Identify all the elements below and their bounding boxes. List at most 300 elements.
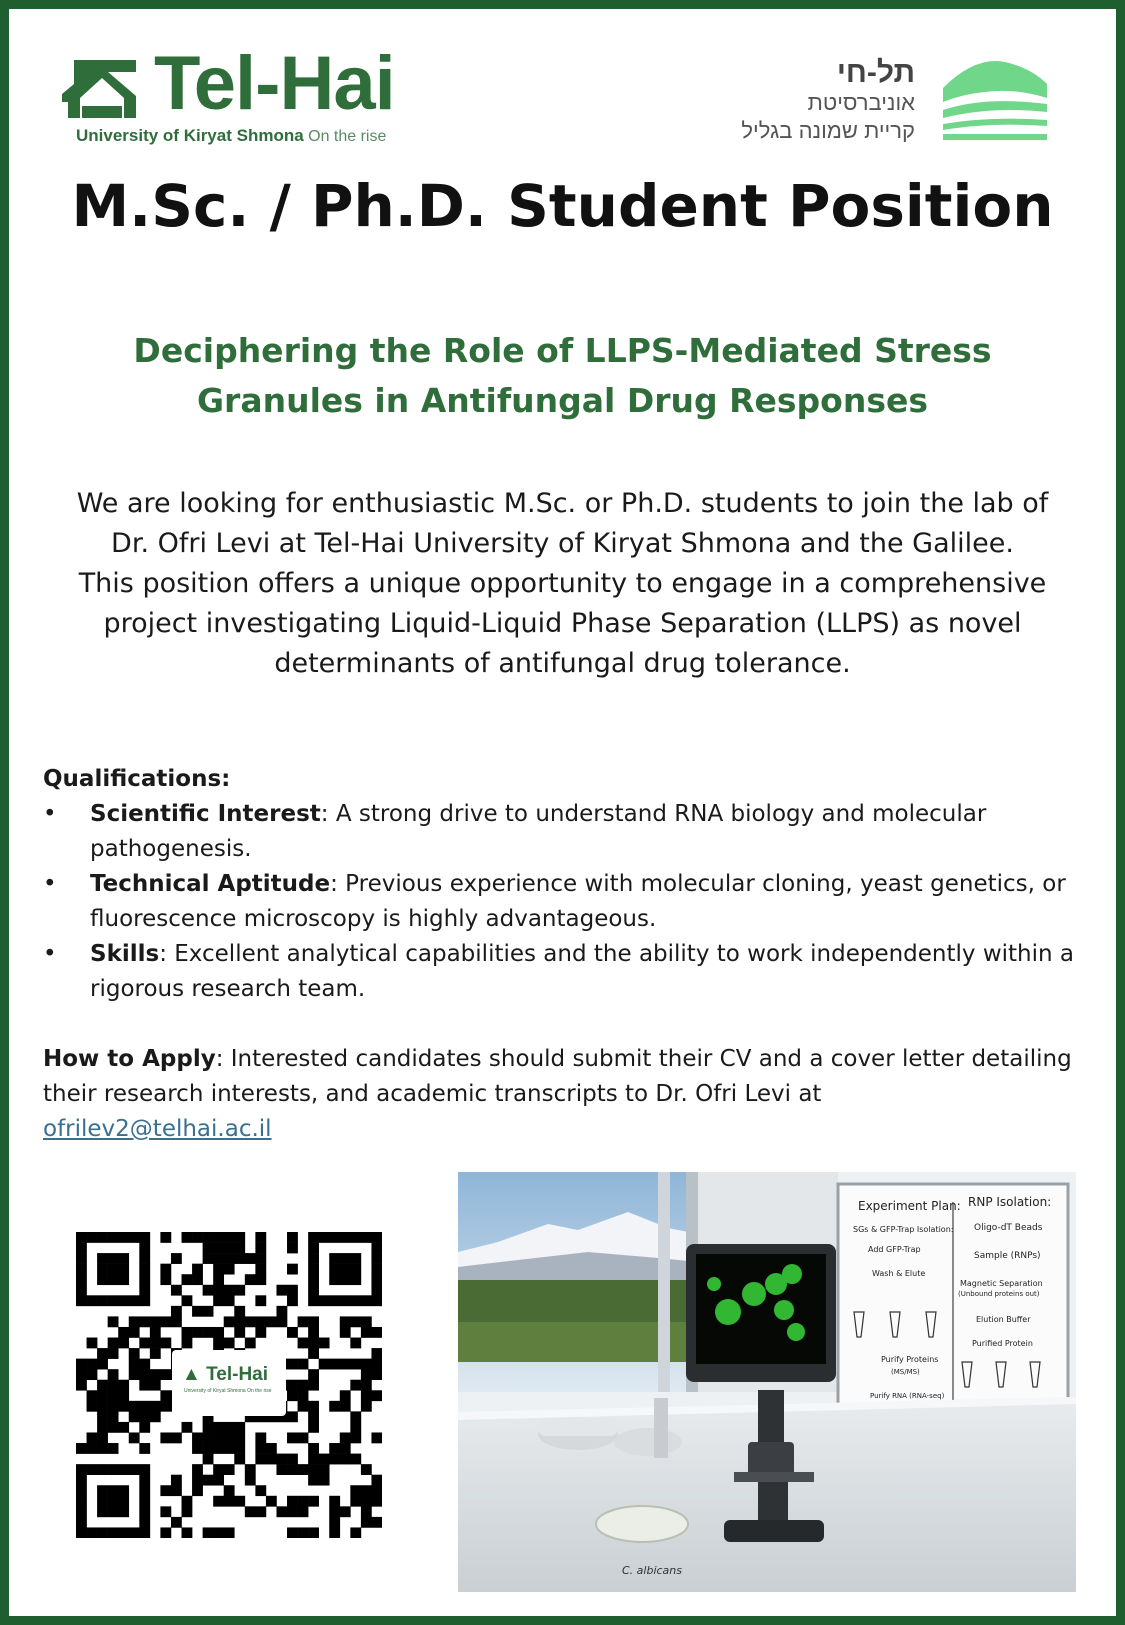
qr-module bbox=[97, 1401, 108, 1412]
qr-module bbox=[371, 1348, 382, 1359]
qr-module bbox=[118, 1390, 129, 1401]
qr-module bbox=[298, 1390, 309, 1401]
qr-module bbox=[97, 1411, 108, 1422]
qr-module bbox=[224, 1485, 235, 1496]
qr-module bbox=[298, 1316, 309, 1327]
qr-module bbox=[129, 1464, 140, 1475]
qr-module bbox=[361, 1327, 372, 1338]
qr-module bbox=[329, 1443, 340, 1454]
hebrew-logo bbox=[725, 52, 1055, 152]
qr-module bbox=[245, 1274, 256, 1285]
qr-module bbox=[255, 1432, 266, 1443]
hebrew-logo-line1: תל-חי bbox=[836, 56, 915, 89]
qr-module bbox=[97, 1380, 108, 1391]
qr-module bbox=[97, 1264, 108, 1275]
qr-module bbox=[340, 1390, 351, 1401]
qr-module bbox=[118, 1253, 129, 1264]
qr-module bbox=[182, 1527, 193, 1538]
qr-module bbox=[350, 1380, 361, 1391]
qr-module bbox=[139, 1369, 150, 1380]
qr-module bbox=[97, 1485, 108, 1496]
qr-module bbox=[287, 1506, 298, 1517]
qualifications-section bbox=[43, 762, 1093, 1007]
qr-module bbox=[118, 1295, 129, 1306]
page-title: M.Sc. / Ph.D. Student Position bbox=[71, 172, 1054, 240]
qr-module bbox=[160, 1316, 171, 1327]
qr-module bbox=[287, 1464, 298, 1475]
qr-module bbox=[97, 1274, 108, 1285]
qr-module bbox=[76, 1496, 87, 1507]
qr-module bbox=[139, 1359, 150, 1370]
qr-module bbox=[108, 1443, 119, 1454]
qr-module bbox=[160, 1390, 171, 1401]
qr-module bbox=[319, 1295, 330, 1306]
qr-module bbox=[129, 1348, 140, 1359]
qr-module bbox=[129, 1232, 140, 1243]
qr-module bbox=[97, 1359, 108, 1370]
qr-module bbox=[150, 1348, 161, 1359]
qr-module bbox=[350, 1496, 361, 1507]
qr-module bbox=[108, 1264, 119, 1275]
qr-module bbox=[76, 1464, 87, 1475]
qr-module bbox=[87, 1369, 98, 1380]
qr-module bbox=[371, 1295, 382, 1306]
qr-module bbox=[298, 1380, 309, 1391]
qr-module bbox=[308, 1422, 319, 1433]
qr-module bbox=[76, 1232, 87, 1243]
qr-module bbox=[139, 1527, 150, 1538]
qr-module bbox=[308, 1369, 319, 1380]
qr-module bbox=[340, 1401, 351, 1412]
qr-module bbox=[224, 1285, 235, 1296]
qr-module bbox=[139, 1517, 150, 1528]
qualifications-list bbox=[43, 797, 1093, 1007]
qr-module bbox=[298, 1401, 309, 1412]
qr-module bbox=[87, 1359, 98, 1370]
qr-module bbox=[118, 1527, 129, 1538]
qr-module bbox=[319, 1475, 330, 1486]
qr-module bbox=[182, 1496, 193, 1507]
qr-module bbox=[139, 1274, 150, 1285]
qr-module bbox=[308, 1411, 319, 1422]
qr-module bbox=[287, 1390, 298, 1401]
qr-module bbox=[350, 1295, 361, 1306]
hebrew-logo-text bbox=[741, 56, 915, 144]
qr-module bbox=[108, 1422, 119, 1433]
qr-module bbox=[276, 1316, 287, 1327]
qr-module bbox=[108, 1316, 119, 1327]
qr-module bbox=[308, 1295, 319, 1306]
qr-module bbox=[87, 1295, 98, 1306]
qr-module bbox=[319, 1464, 330, 1475]
board-right-line: Purified Protein bbox=[972, 1339, 1033, 1348]
qr-module bbox=[76, 1295, 87, 1306]
intro-paragraph bbox=[40, 484, 1085, 684]
qr-module bbox=[139, 1264, 150, 1275]
board-left-line: Wash & Elute bbox=[872, 1269, 926, 1278]
qr-module bbox=[213, 1285, 224, 1296]
qr-module bbox=[276, 1306, 287, 1317]
qr-module bbox=[192, 1306, 203, 1317]
qr-module bbox=[350, 1422, 361, 1433]
qr-module bbox=[298, 1496, 309, 1507]
qr-module bbox=[319, 1338, 330, 1349]
qr-module bbox=[234, 1496, 245, 1507]
how-to-apply bbox=[43, 1042, 1093, 1147]
qr-module bbox=[298, 1432, 309, 1443]
qr-module bbox=[308, 1338, 319, 1349]
board-right-title: RNP Isolation: bbox=[968, 1195, 1052, 1209]
qualifications-heading: Qualifications: bbox=[43, 766, 231, 792]
qr-module bbox=[266, 1496, 277, 1507]
qr-module bbox=[150, 1338, 161, 1349]
qr-module bbox=[192, 1274, 203, 1285]
qr-module bbox=[108, 1380, 119, 1391]
qr-module bbox=[171, 1432, 182, 1443]
qr-module bbox=[139, 1485, 150, 1496]
qr-module bbox=[108, 1506, 119, 1517]
qr-module bbox=[139, 1506, 150, 1517]
qr-module bbox=[192, 1264, 203, 1275]
qr-module bbox=[255, 1454, 266, 1465]
qr-center-logo bbox=[172, 1350, 286, 1416]
qr-module bbox=[150, 1316, 161, 1327]
qr-module bbox=[308, 1285, 319, 1296]
intro-line: determinants of antifungal drug tolerance. bbox=[274, 648, 851, 679]
qr-module bbox=[329, 1454, 340, 1465]
qr-module bbox=[139, 1496, 150, 1507]
qr-module bbox=[118, 1380, 129, 1391]
qr-module bbox=[129, 1327, 140, 1338]
qr-module bbox=[76, 1285, 87, 1296]
qr-module bbox=[224, 1443, 235, 1454]
qr-module bbox=[118, 1485, 129, 1496]
qr-module bbox=[108, 1369, 119, 1380]
project-title bbox=[80, 326, 1045, 426]
qr-module bbox=[118, 1422, 129, 1433]
qr-module bbox=[108, 1338, 119, 1349]
qr-module bbox=[203, 1527, 214, 1538]
qr-module bbox=[118, 1496, 129, 1507]
qr-module bbox=[329, 1232, 340, 1243]
qr-module bbox=[97, 1527, 108, 1538]
qr-module bbox=[308, 1253, 319, 1264]
qr-module bbox=[298, 1338, 309, 1349]
qr-module bbox=[160, 1338, 171, 1349]
qr-module bbox=[203, 1232, 214, 1243]
qr-module bbox=[76, 1380, 87, 1391]
qr-module bbox=[108, 1232, 119, 1243]
qr-module bbox=[245, 1316, 256, 1327]
qr-module bbox=[139, 1243, 150, 1254]
qualification-text: : A strong drive to understand RNA biology and molecular pathogenesis. bbox=[90, 801, 987, 862]
qr-module bbox=[139, 1285, 150, 1296]
qr-module bbox=[139, 1253, 150, 1264]
qr-module bbox=[87, 1390, 98, 1401]
qr-module bbox=[234, 1432, 245, 1443]
qr-code[interactable] bbox=[76, 1232, 382, 1538]
qr-module bbox=[234, 1285, 245, 1296]
board-left-line: Purify Proteins bbox=[881, 1355, 939, 1364]
qr-module bbox=[361, 1380, 372, 1391]
qr-module bbox=[118, 1232, 129, 1243]
qr-module bbox=[340, 1506, 351, 1517]
qr-module bbox=[76, 1274, 87, 1285]
qr-module bbox=[192, 1232, 203, 1243]
qr-module bbox=[213, 1327, 224, 1338]
qr-module bbox=[139, 1295, 150, 1306]
qr-module bbox=[129, 1359, 140, 1370]
qr-module bbox=[371, 1243, 382, 1254]
qr-module bbox=[308, 1274, 319, 1285]
qr-module bbox=[160, 1274, 171, 1285]
qr-module bbox=[245, 1338, 256, 1349]
qr-module bbox=[213, 1264, 224, 1275]
qr-module bbox=[182, 1422, 193, 1433]
qr-module bbox=[361, 1506, 372, 1517]
qr-module bbox=[97, 1232, 108, 1243]
qualification-text: : Excellent analytical capabilities and the ability to work independently within a rigorous research team. bbox=[90, 941, 1074, 1002]
qr-module bbox=[287, 1232, 298, 1243]
qr-module bbox=[350, 1359, 361, 1370]
qr-module bbox=[150, 1327, 161, 1338]
qr-module bbox=[255, 1295, 266, 1306]
qr-module bbox=[234, 1253, 245, 1264]
qr-module bbox=[129, 1411, 140, 1422]
qr-module bbox=[308, 1264, 319, 1275]
qr-module bbox=[361, 1369, 372, 1380]
qualification-term: Technical Aptitude bbox=[90, 871, 331, 897]
qr-module bbox=[203, 1443, 214, 1454]
qr-module bbox=[340, 1443, 351, 1454]
qr-module bbox=[76, 1517, 87, 1528]
qr-module bbox=[350, 1338, 361, 1349]
qr-module bbox=[108, 1464, 119, 1475]
qr-module bbox=[108, 1496, 119, 1507]
logo-name: Tel-Hai bbox=[154, 41, 395, 126]
qr-module bbox=[118, 1274, 129, 1285]
qr-module bbox=[139, 1401, 150, 1412]
qr-module bbox=[118, 1506, 129, 1517]
qr-module bbox=[224, 1496, 235, 1507]
qr-module bbox=[287, 1454, 298, 1465]
bullet-icon: • bbox=[43, 801, 57, 827]
qr-module bbox=[266, 1454, 277, 1465]
qr-module bbox=[203, 1327, 214, 1338]
intro-line: This position offers a unique opportunity to engage in a comprehensive bbox=[78, 568, 1047, 599]
qr-module bbox=[182, 1327, 193, 1338]
qr-module bbox=[350, 1316, 361, 1327]
qr-module bbox=[97, 1506, 108, 1517]
qr-module bbox=[171, 1253, 182, 1264]
qr-module bbox=[308, 1454, 319, 1465]
qr-module bbox=[203, 1475, 214, 1486]
qr-module bbox=[255, 1506, 266, 1517]
project-title-line1: Deciphering the Role of LLPS-Mediated Stress bbox=[133, 331, 992, 370]
qr-module bbox=[287, 1327, 298, 1338]
qr-module bbox=[139, 1475, 150, 1486]
qr-module bbox=[213, 1422, 224, 1433]
qr-module bbox=[298, 1464, 309, 1475]
qr-module bbox=[129, 1401, 140, 1412]
qr-module bbox=[350, 1253, 361, 1264]
qr-module bbox=[361, 1485, 372, 1496]
qr-module bbox=[150, 1380, 161, 1391]
qr-module bbox=[97, 1348, 108, 1359]
qr-module bbox=[97, 1496, 108, 1507]
qr-module bbox=[234, 1232, 245, 1243]
board-right-line: (Unbound proteins out) bbox=[958, 1290, 1040, 1298]
qr-module bbox=[76, 1443, 87, 1454]
qr-module bbox=[298, 1527, 309, 1538]
qr-module bbox=[160, 1506, 171, 1517]
intro-line: We are looking for enthusiastic M.Sc. or Ph.D. students to join the lab of bbox=[76, 488, 1049, 519]
qr-module bbox=[287, 1527, 298, 1538]
qr-module bbox=[150, 1401, 161, 1412]
qr-module bbox=[224, 1338, 235, 1349]
qr-module bbox=[350, 1232, 361, 1243]
qr-module bbox=[308, 1527, 319, 1538]
qr-module bbox=[245, 1506, 256, 1517]
qr-module bbox=[87, 1464, 98, 1475]
qr-module bbox=[266, 1316, 277, 1327]
qr-module bbox=[371, 1327, 382, 1338]
qr-module bbox=[213, 1432, 224, 1443]
qr-module bbox=[203, 1306, 214, 1317]
qr-module bbox=[371, 1232, 382, 1243]
qr-module bbox=[361, 1295, 372, 1306]
qr-module bbox=[87, 1443, 98, 1454]
qr-module bbox=[340, 1316, 351, 1327]
qr-module bbox=[87, 1232, 98, 1243]
qr-module bbox=[361, 1496, 372, 1507]
qr-module bbox=[255, 1264, 266, 1275]
qr-module bbox=[76, 1264, 87, 1275]
dish-label: C. albicans bbox=[622, 1564, 683, 1577]
qr-module bbox=[350, 1485, 361, 1496]
qr-module bbox=[329, 1264, 340, 1275]
qr-module bbox=[245, 1475, 256, 1486]
qr-module bbox=[224, 1316, 235, 1327]
qr-module bbox=[213, 1443, 224, 1454]
qr-module bbox=[308, 1443, 319, 1454]
qr-module bbox=[224, 1527, 235, 1538]
qr-module bbox=[171, 1475, 182, 1486]
qr-module bbox=[160, 1401, 171, 1412]
qr-module bbox=[371, 1285, 382, 1296]
list-item bbox=[43, 937, 1093, 1007]
qr-module bbox=[108, 1527, 119, 1538]
qr-module bbox=[371, 1369, 382, 1380]
qr-module bbox=[118, 1401, 129, 1412]
qr-module bbox=[150, 1369, 161, 1380]
board-right-line: Oligo-dT Beads bbox=[974, 1223, 1043, 1233]
qr-module bbox=[203, 1432, 214, 1443]
qr-module bbox=[129, 1527, 140, 1538]
qr-module bbox=[76, 1475, 87, 1486]
qr-module bbox=[139, 1232, 150, 1243]
qr-module bbox=[329, 1359, 340, 1370]
qr-module bbox=[350, 1454, 361, 1465]
qr-module bbox=[108, 1485, 119, 1496]
qr-module bbox=[213, 1338, 224, 1349]
qr-module bbox=[87, 1338, 98, 1349]
intro-line: Dr. Ofri Levi at Tel-Hai University of Kiryat Shmona and the Galilee. bbox=[111, 528, 1014, 559]
qr-module bbox=[108, 1274, 119, 1285]
qr-module bbox=[308, 1401, 319, 1412]
qr-module bbox=[371, 1359, 382, 1370]
qr-module bbox=[139, 1464, 150, 1475]
qr-module bbox=[350, 1527, 361, 1538]
board-left-title: Experiment Plan: bbox=[858, 1199, 961, 1213]
qr-module bbox=[182, 1274, 193, 1285]
qr-module bbox=[361, 1464, 372, 1475]
qr-module bbox=[361, 1517, 372, 1528]
qr-module bbox=[308, 1327, 319, 1338]
email-link[interactable]: ofrilev2@telhai.ac.il bbox=[43, 1116, 272, 1142]
hebrew-logo-line2: אוניברסיטת bbox=[807, 90, 915, 115]
qr-module bbox=[276, 1285, 287, 1296]
qr-module bbox=[213, 1464, 224, 1475]
qr-module bbox=[287, 1411, 298, 1422]
qr-module bbox=[182, 1232, 193, 1243]
qr-module bbox=[97, 1464, 108, 1475]
qr-module bbox=[171, 1485, 182, 1496]
qr-module bbox=[298, 1506, 309, 1517]
qr-module bbox=[182, 1295, 193, 1306]
qr-module bbox=[255, 1485, 266, 1496]
qr-module bbox=[329, 1401, 340, 1412]
qr-module bbox=[361, 1232, 372, 1243]
qr-module bbox=[171, 1285, 182, 1296]
qr-module bbox=[340, 1359, 351, 1370]
qr-module bbox=[213, 1475, 224, 1486]
qr-module bbox=[350, 1264, 361, 1275]
qr-module bbox=[287, 1359, 298, 1370]
qr-module bbox=[234, 1243, 245, 1254]
qr-module bbox=[160, 1432, 171, 1443]
lab-illustration bbox=[458, 1172, 1076, 1592]
qr-logo-name: ▲ Tel-Hai bbox=[182, 1364, 269, 1385]
qr-module bbox=[287, 1432, 298, 1443]
qr-module bbox=[87, 1527, 98, 1538]
qr-module bbox=[234, 1306, 245, 1317]
qr-module bbox=[213, 1274, 224, 1285]
qr-module bbox=[255, 1274, 266, 1285]
qr-module bbox=[350, 1411, 361, 1422]
qr-module bbox=[76, 1506, 87, 1517]
qr-module bbox=[213, 1253, 224, 1264]
logo-tagline: University of Kiryat Shmona On the rise bbox=[76, 126, 387, 145]
qr-module bbox=[255, 1243, 266, 1254]
qr-module bbox=[245, 1253, 256, 1264]
qr-module bbox=[118, 1338, 129, 1349]
board-right-line: Magnetic Separation bbox=[960, 1279, 1043, 1288]
qr-module bbox=[171, 1316, 182, 1327]
qr-module bbox=[287, 1496, 298, 1507]
qr-module bbox=[87, 1432, 98, 1443]
qr-module bbox=[171, 1517, 182, 1528]
qr-module bbox=[329, 1527, 340, 1538]
qr-module bbox=[340, 1327, 351, 1338]
qr-module bbox=[224, 1422, 235, 1433]
board-right-line: Elution Buffer bbox=[976, 1315, 1031, 1324]
board-left-line: Add GFP-Trap bbox=[868, 1245, 921, 1254]
qr-logo-tagline: University of Kiryat Shmona On the rise bbox=[184, 1388, 272, 1394]
qr-module bbox=[234, 1316, 245, 1327]
qr-module bbox=[97, 1253, 108, 1264]
qr-module bbox=[160, 1527, 171, 1538]
